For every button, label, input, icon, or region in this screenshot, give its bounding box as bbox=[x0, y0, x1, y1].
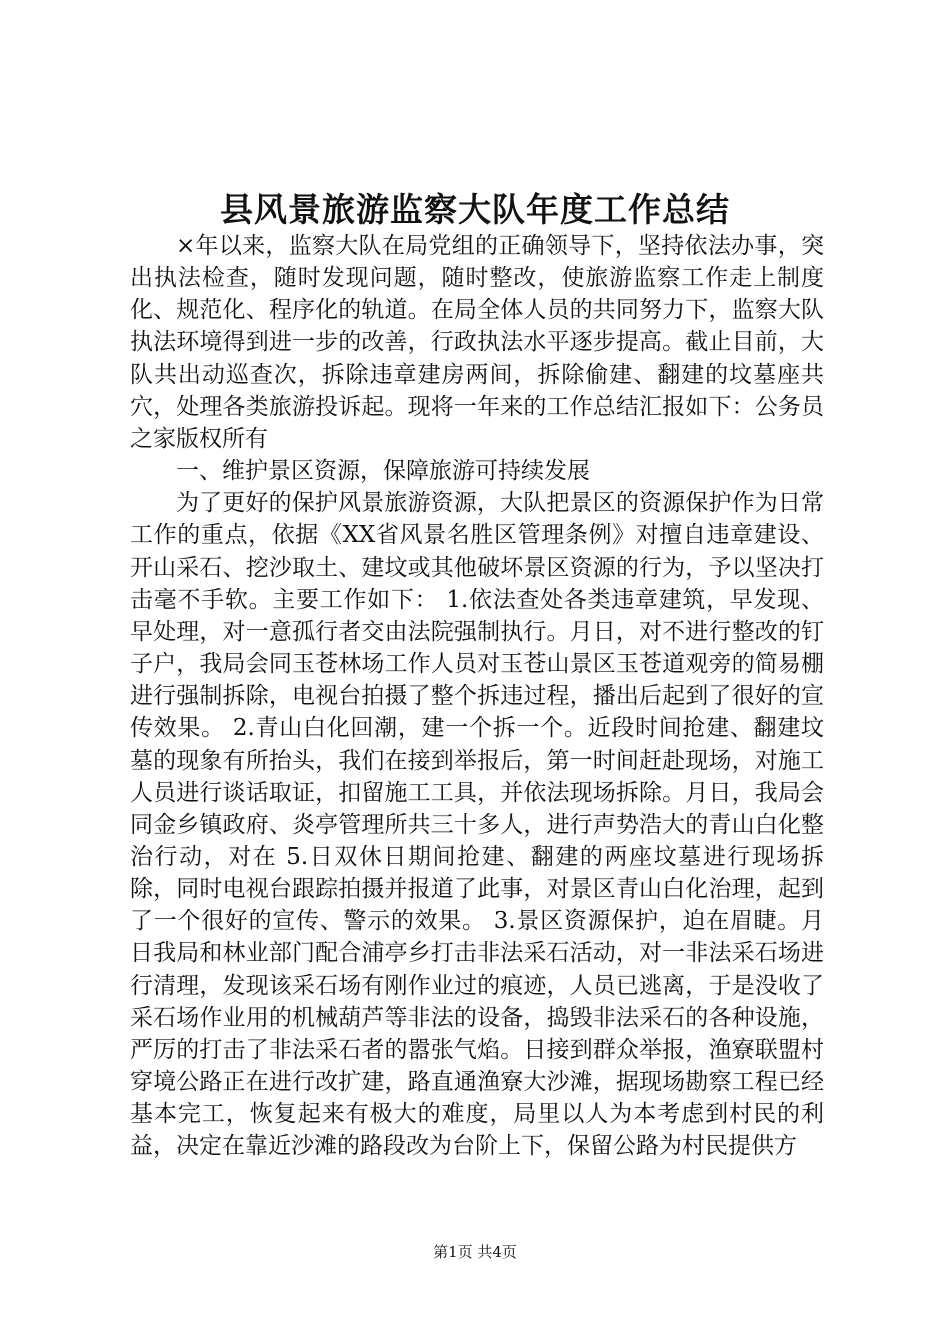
body-paragraph: 为了更好的保护风景旅游资源，大队把景区的资源保护作为日常工作的重点，依据《XX省风景名胜区管理条例》对擅自违章建设、开山采石、挖沙取土、建坟或其他破坏景区资源的行为，予以坚决打击毫不手软。主要工作如下： 1.依法查处各类违章建筑，早发现、早处理，对一意孤行者交由法院强制执行。月日，对不进行整改的钉子户，我局会同玉苍林场工作人员对玉苍山景区玉苍道观旁的简易棚进行强制拆除，电视台拍摄了整个拆违过程，播出后起到了很好的宣传效果。 2.青山白化回潮，建一个拆一个。近段时间抢建、翻建坟墓的现象有所抬头，我们在接到举报后，第一时间赶赴现场，对施工人员进行谈话取证，扣留施工工具，并依法现场拆除。月日，我局会同金乡镇政府、炎亭管理所共三十多人，进行声势浩大的青山白化整治行动，对在 5.日双休日期间抢建、翻建的两座坟墓进行现场拆除，同时电视台跟踪拍摄并报道了此事，对景区青山白化治理，起到了一个很好的宣传、警示的效果。 3.景区资源保护，迫在眉睫。月日我局和林业部门配合浦亭乡打击非法采石活动，对一非法采石场进行清理，发现该采石场有刚作业过的痕迹，人员已逃离，于是没收了采石场作业用的机械葫芦等非法的设备，捣毁非法采石的各种设施，严厉的打击了非法采石者的嚣张气焰。日接到群众举报，渔寮联盟村穿境公路正在进行改扩建，路直通渔寮大沙滩，据现场勘察工程已经基本完工，恢复起来有极大的难度，局里以人为本考虑到村民的利益，决定在靠近沙滩的路段改为台阶上下，保留公路为村民提供方 bbox=[130, 490, 824, 1160]
section-heading: 一、维护景区资源，保障旅游可持续发展 bbox=[176, 458, 590, 485]
page-footer: 第1页 共4页 bbox=[433, 1243, 517, 1261]
intro-paragraph: ×年以来，监察大队在局党组的正确领导下，坚持依法办事，突出执法检查，随时发现问题，随时整改，使旅游监察工作走上制度化、规范化、程序化的轨道。在局全体人员的共同努力下，监察大队执法环境得到进一步的改善，行政执法水平逐步提高。截止目前，大队共出动巡查次，拆除违章建房两间，拆除偷建、翻建的坟墓座共穴，处理各类旅游投诉起。现将一年来的工作总结汇报如下：公务员之家版权所有 bbox=[130, 233, 824, 452]
document-title: 县风景旅游监察大队年度工作总结 bbox=[220, 190, 730, 229]
document-body bbox=[130, 230, 824, 1163]
